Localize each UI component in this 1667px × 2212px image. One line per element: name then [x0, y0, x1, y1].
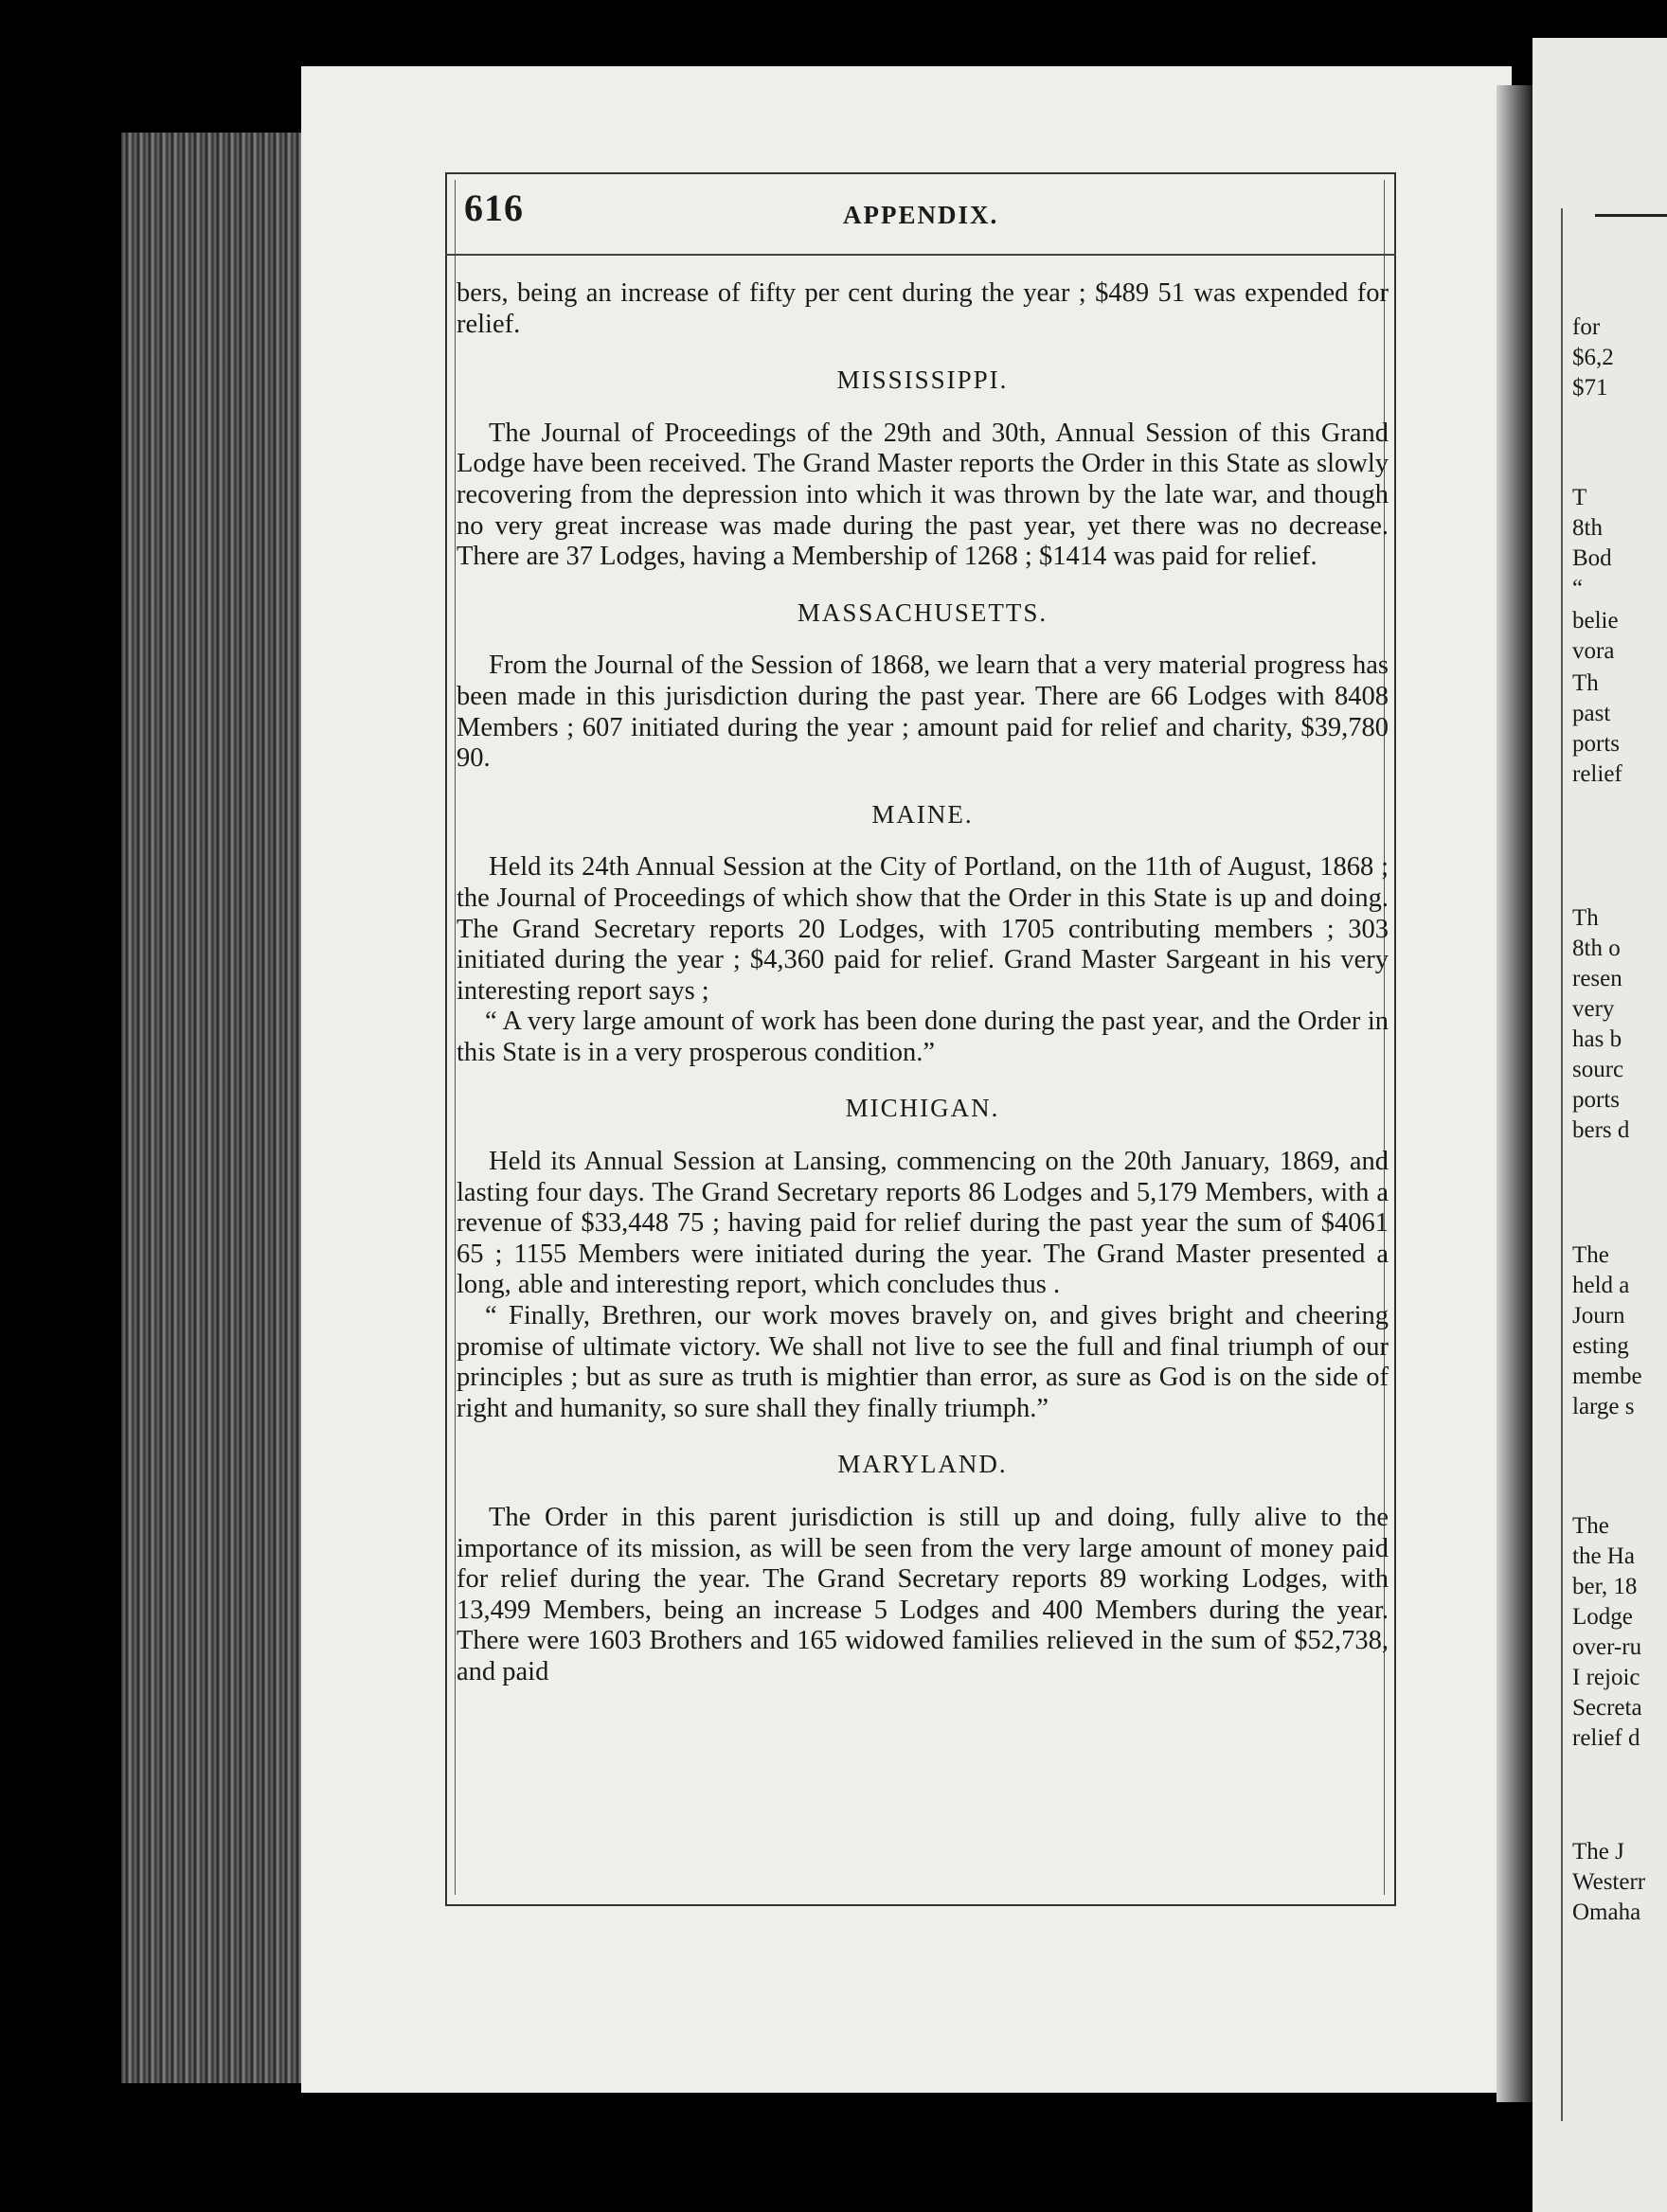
section-paragraph: The Journal of Proceedings of the 29th and 30th, Annual Session of this Grand Lodge have been received. The Grand Master reports the Order in this State as slowly recovering from the depression into which it was thrown by the late war, and though no very great increase was made during the past year, yet there was no decrease. There are 37 Lodges, having a Membership of 1268 ; $1414 was paid for relief.: [457, 418, 1389, 572]
section-michigan: [457, 1093, 1389, 1424]
facing-page-fragment: for: [1572, 314, 1601, 340]
section-paragraph: The Order in this parent jurisdiction is still up and doing, fully alive to the importance of its mission, as will be seen from the very large amount of money paid for relief during the year. The Grand Secretary reports 89 working Lodges, with 13,499 Members, being an increase 5 Lodges and 400 Members during the year. There were 1603 Brothers and 165 widowed families relieved in the sum of $52,738, and paid: [457, 1503, 1389, 1686]
page-body: [457, 278, 1389, 1688]
facing-page-fragment: The J: [1572, 1839, 1624, 1864]
facing-page-fragment: Bod: [1572, 545, 1612, 571]
section-massachusetts: [457, 598, 1389, 775]
section-paragraph: Held its 24th Annual Session at the City of Portland, on the 11th of August, 1868 ; the Journal of Proceedings of which show that the Order in this State is up and doing. The Grand Secretary reports 20 Lodges, with 1705 contributing members ; 303 initiated during the year ; $4,360 paid for relief. Grand Master Sargeant in his very interesting report says ;: [457, 852, 1389, 1006]
facing-page-fragment: belie: [1572, 608, 1619, 633]
section-title: MICHIGAN.: [845, 1094, 1000, 1123]
section-maine: [457, 799, 1389, 1069]
facing-page-fragment: “: [1572, 576, 1584, 601]
facing-page-fragment: ports: [1572, 1087, 1620, 1113]
facing-page-fragment: I rejoic: [1572, 1665, 1640, 1690]
facing-page-fragment: esting: [1572, 1333, 1629, 1359]
facing-page: [1533, 38, 1667, 2212]
facing-page-fragment: large s: [1572, 1394, 1635, 1419]
facing-page-fragment: 8th: [1572, 515, 1603, 541]
section-title: MARYLAND.: [837, 1450, 1008, 1479]
section-paragraph: From the Journal of the Session of 1868, we learn that a very material progress has been made in this jurisdiction during the past year. There are 66 Lodges with 8408 Members ; 607 initiated during the year ; amount paid for relief and charity, $39,780 90.: [457, 651, 1389, 774]
facing-page-fragment: Journ: [1572, 1303, 1625, 1329]
section-quote: “ Finally, Brethren, our work moves bravely on, and gives bright and cheering promise of ultimate victory. We shall not live to see the full and final triumph of our principles ; but as sure as truth is mightier than error, as sure as God is on the side of right and humanity, so sure shall they finally triumph.”: [457, 1301, 1389, 1423]
facing-page-fragment: past: [1572, 701, 1611, 726]
facing-page-fragment: 8th o: [1572, 936, 1621, 961]
facing-page-fragment: The: [1572, 1242, 1609, 1268]
section-title: MASSACHUSETTS.: [797, 598, 1049, 627]
facing-page-fragment: relief: [1572, 761, 1622, 787]
facing-page-fragment: over-ru: [1572, 1634, 1642, 1660]
facing-page-fragment: relief d: [1572, 1725, 1640, 1751]
facing-page-fragment: the Ha: [1572, 1543, 1635, 1569]
facing-page-fragment: $71: [1572, 375, 1608, 401]
facing-page-fragment: Secreta: [1572, 1695, 1642, 1721]
facing-page-fragment: membe: [1572, 1364, 1642, 1389]
facing-page-fragment: bers d: [1572, 1117, 1630, 1143]
facing-page-fragment: Th: [1572, 670, 1599, 696]
continued-paragraph: bers, being an increase of fifty per cent during the year ; $489 51 was expended for relief.: [457, 278, 1389, 339]
facing-page-header-rule: [1595, 214, 1667, 217]
facing-page-fragment: Omaha: [1572, 1900, 1641, 1925]
facing-page-fragment: ber, 18: [1572, 1574, 1638, 1599]
running-head: APPENDIX.: [843, 201, 999, 229]
facing-page-fragment: sourc: [1572, 1057, 1624, 1082]
facing-page-fragment: $6,2: [1572, 345, 1614, 370]
facing-page-fragment: vora: [1572, 638, 1615, 664]
facing-page-fragment: held a: [1572, 1273, 1630, 1298]
facing-page-fragment: resen: [1572, 966, 1622, 991]
book-page-edges: [121, 133, 330, 2083]
facing-page-fragment: Lodge: [1572, 1604, 1633, 1630]
facing-page-fragment: has b: [1572, 1026, 1622, 1052]
facing-page-fragment: The: [1572, 1513, 1609, 1539]
section-mississippi: [457, 365, 1389, 573]
section-paragraph: Held its Annual Session at Lansing, commencing on the 20th January, 1869, and lasting four days. The Grand Secretary reports 86 Lodges and 5,179 Members, with a revenue of $33,448 75 ; having paid for relief during the past year the sum of $4061 65 ; 1155 Members were initiated during the year. The Grand Master presented a long, able and interesting report, which concludes thus .: [457, 1147, 1389, 1300]
facing-page-fragment: Th: [1572, 905, 1599, 931]
section-maryland: [457, 1449, 1389, 1687]
page-number: 616: [464, 187, 524, 229]
section-quote: “ A very large amount of work has been done during the past year, and the Order in this State is in a very prosperous condition.”: [457, 1007, 1389, 1067]
facing-page-fragment: Westerr: [1572, 1869, 1646, 1895]
facing-page-fragment: very: [1572, 996, 1615, 1022]
section-title: MISSISSIPPI.: [836, 366, 1009, 395]
facing-page-frame-line: [1561, 208, 1563, 2121]
facing-page-fragment: ports: [1572, 731, 1620, 757]
section-title: MAINE.: [871, 799, 974, 829]
facing-page-fragment: T: [1572, 485, 1587, 510]
header-rule: [445, 254, 1396, 256]
gutter-shadow: [1497, 85, 1534, 2102]
